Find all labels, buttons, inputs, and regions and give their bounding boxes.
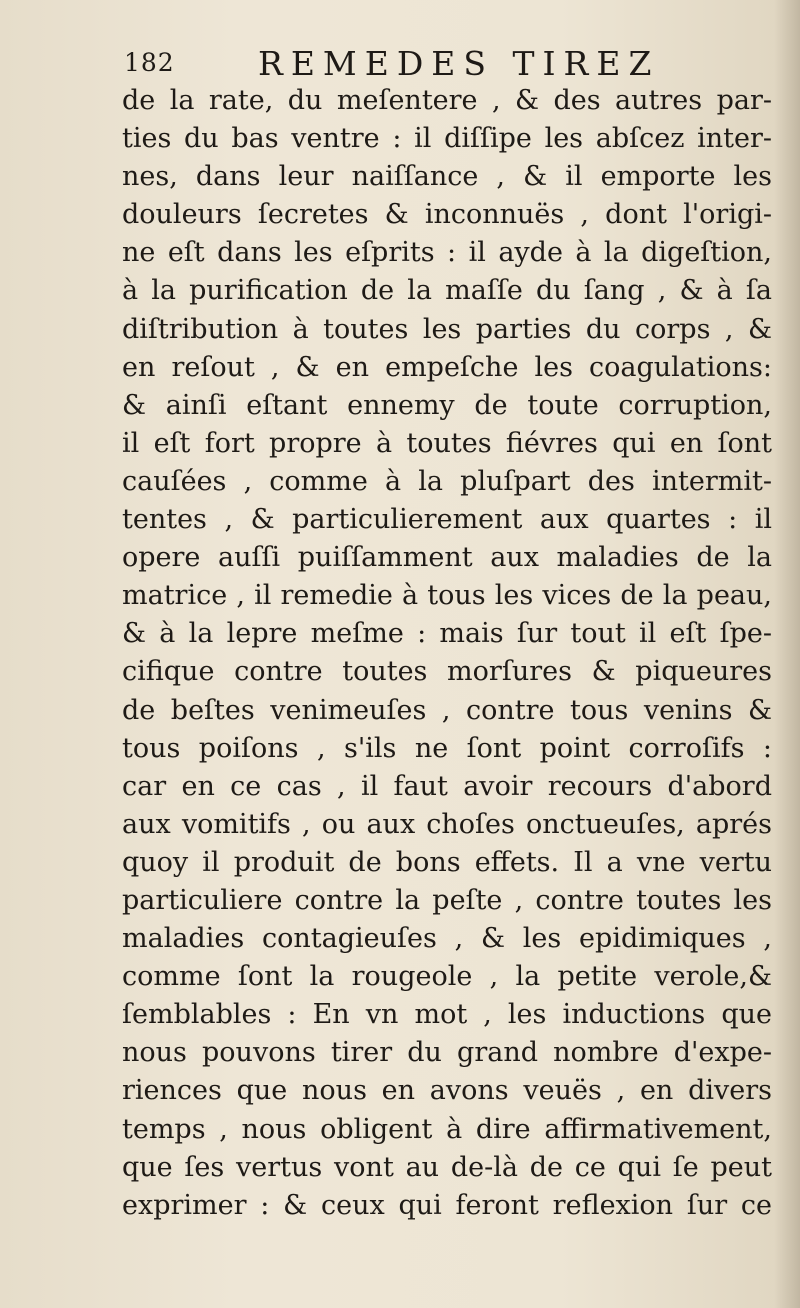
text-line: aux vomitifs , ou aux choſes onctueuſes, aprés	[122, 808, 772, 840]
text-line: de beſtes venimeuſes , contre tous venins &	[122, 694, 772, 726]
text-line: riences que nous en avons veuës , en divers	[122, 1075, 772, 1107]
text-line: ties du bas ventre : il diſſipe les abſcez inter-	[122, 123, 772, 155]
text-line: il eſt fort propre à toutes fiévres qui en ſont	[122, 427, 772, 459]
text-line: nes, dans leur naiſſance , & il emporte les	[122, 161, 772, 193]
text-line: de la rate, du meſentere , & des autres par-	[122, 85, 772, 116]
text-line: en reſout , & en empeſche les coagulations:	[122, 351, 772, 383]
text-line: ſemblables : En vn mot , les inductions que	[122, 999, 772, 1031]
text-line: maladies contagieuſes , & les epidimiques ,	[122, 923, 772, 955]
text-line: particuliere contre la peſte , contre toutes les	[122, 884, 772, 916]
text-line: tous poiſons , s'ils ne ſont point corroſifs :	[122, 732, 772, 764]
text-line: & à la lepre meſme : mais ſur tout il eſt ſpe-	[122, 618, 772, 650]
text-line: nous pouvons tirer du grand nombre d'expe-	[122, 1037, 772, 1069]
page-edge-shadow	[774, 0, 800, 1308]
text-line: à la purification de la maſſe du ſang , & à ſa	[122, 275, 772, 307]
text-line: que ſes vertus vont au de-là de ce qui ſe peut	[122, 1151, 772, 1183]
text-line: ne eſt dans les eſprits : il ayde à la digeſtion,	[122, 237, 772, 269]
text-line: cauſées , comme à la pluſpart des intermit-	[122, 465, 772, 497]
text-line: exprimer : & ceux qui feront reflexion ſur ce	[122, 1189, 772, 1221]
text-line: quoy il produit de bons effets. Il a vne vertu	[122, 846, 772, 878]
page-header	[120, 44, 780, 84]
text-line: matrice , il remedie à tous les vices de la peau,	[122, 580, 772, 612]
text-line: douleurs ſecretes & inconnuës , dont l'origi-	[122, 199, 772, 231]
page-number: 182	[124, 48, 175, 77]
text-line: cifique contre toutes morſures & piqueures	[122, 656, 772, 688]
text-line: temps , nous obligent à dire affirmativement,	[122, 1113, 772, 1145]
text-line: & ainſi eſtant ennemy de toute corruption,	[122, 389, 772, 421]
text-line: comme ſont la rougeole , la petite verole,&	[122, 961, 772, 993]
running-title: REMEDES TIREZ	[258, 44, 660, 83]
text-line: car en ce cas , il faut avoir recours d'abord	[122, 770, 772, 802]
body-text	[122, 82, 772, 1225]
text-line: opere auſſi puiſſamment aux maladies de la	[122, 542, 772, 574]
text-line: diſtribution à toutes les parties du corps , &	[122, 313, 772, 345]
text-line: tentes , & particulierement aux quartes : il	[122, 504, 772, 536]
